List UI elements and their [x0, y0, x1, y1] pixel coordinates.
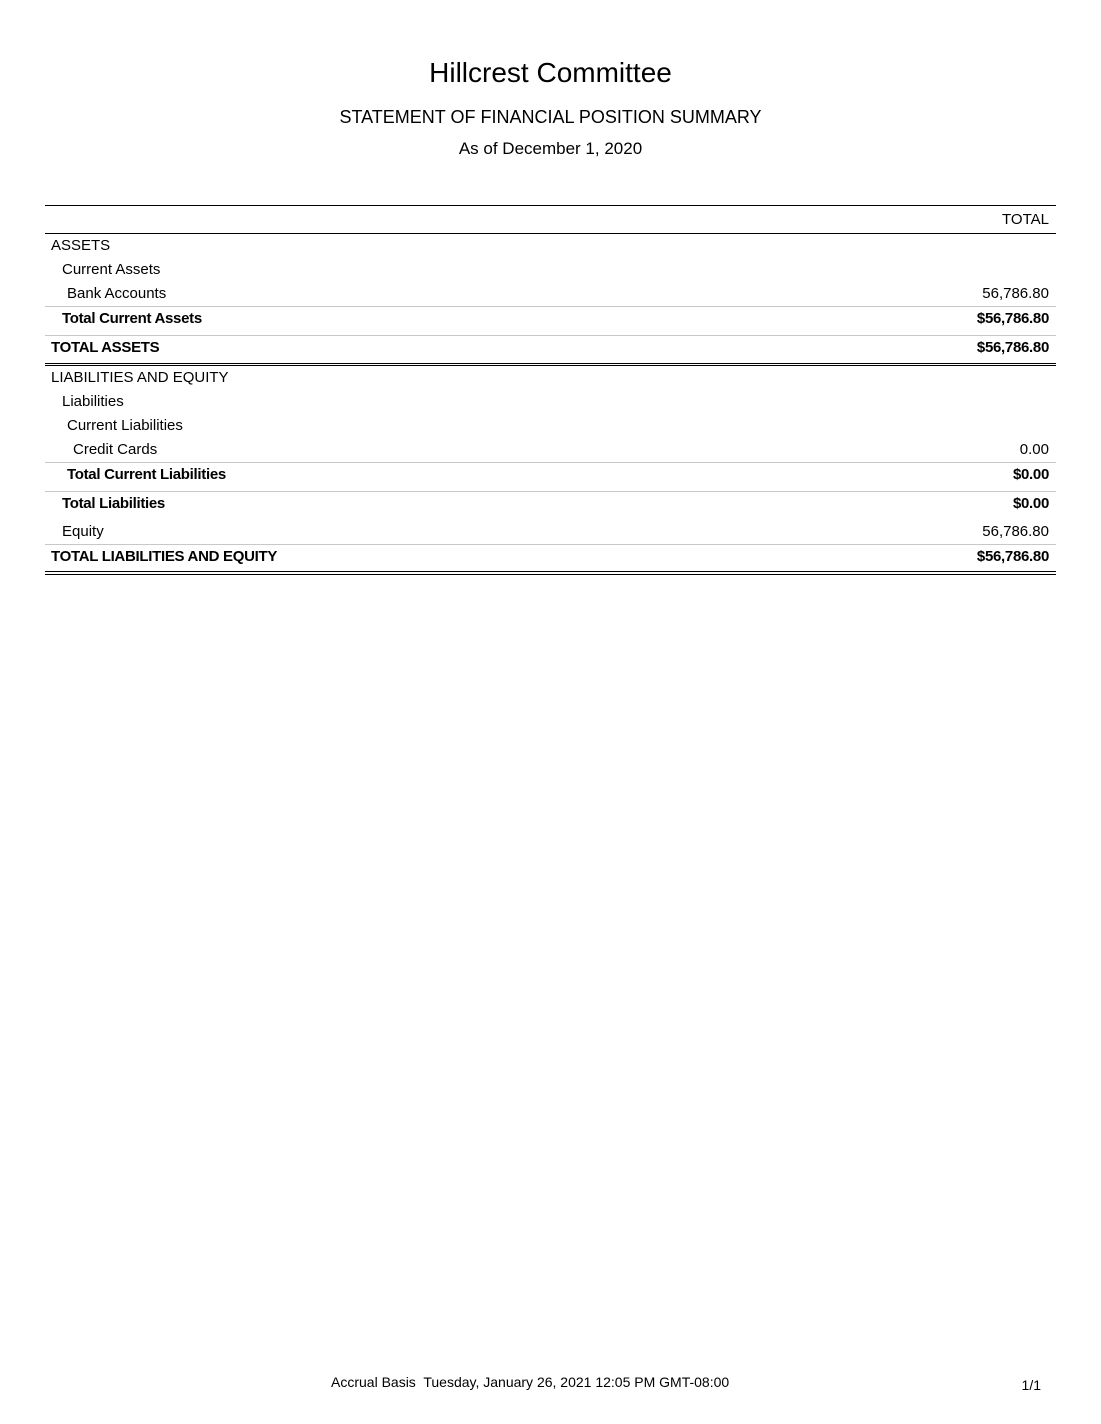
- row-amount: 0.00: [1019, 441, 1049, 458]
- table-row-liabilities: [45, 390, 1056, 414]
- row-amount: 56,786.80: [982, 523, 1049, 540]
- row-amount: $0.00: [1012, 466, 1049, 483]
- row-label: Current Liabilities: [67, 417, 183, 434]
- row-label: ASSETS: [51, 237, 111, 254]
- row-amount: $56,786.80: [976, 548, 1049, 565]
- table-row-current-assets: [45, 258, 1056, 282]
- row-amount: $56,786.80: [976, 339, 1049, 356]
- row-label: Liabilities: [62, 393, 124, 410]
- row-label: Bank Accounts: [67, 285, 167, 302]
- row-label: TOTAL LIABILITIES AND EQUITY: [51, 548, 278, 565]
- report-basis-timestamp: Accrual Basis Tuesday, January 26, 2021 12:05 PM GMT-08:00: [331, 1374, 730, 1390]
- table-row-total-current-assets: [45, 306, 1056, 335]
- table-row-bank-accounts: [45, 282, 1056, 306]
- table-row-total-current-liabilities: [45, 462, 1056, 491]
- page-number: 1/1: [1021, 1377, 1041, 1393]
- table-row-liabilities-and-equity: [45, 366, 1056, 390]
- row-label: LIABILITIES AND EQUITY: [51, 369, 229, 386]
- report-title: STATEMENT OF FINANCIAL POSITION SUMMARY: [339, 107, 762, 127]
- row-amount: $56,786.80: [976, 310, 1049, 327]
- row-label: Total Current Assets: [62, 310, 202, 327]
- table-row-current-liabilities: [45, 414, 1056, 438]
- table-row-total-liabilities: [45, 491, 1056, 520]
- row-label: Total Current Liabilities: [67, 466, 226, 483]
- table-row-total-liabilities-and-equity: [45, 544, 1056, 575]
- table-row-equity: [45, 520, 1056, 544]
- report-date: As of December 1, 2020: [458, 139, 643, 158]
- row-label: Total Liabilities: [62, 495, 165, 512]
- total-column-header: TOTAL: [1002, 211, 1049, 228]
- row-amount: $0.00: [1012, 495, 1049, 512]
- row-amount: 56,786.80: [982, 285, 1049, 302]
- financial-position-table: [45, 205, 1056, 575]
- row-label: Equity: [62, 523, 104, 540]
- table-row-credit-cards: [45, 438, 1056, 462]
- column-header-row: [45, 205, 1056, 234]
- row-label: Current Assets: [62, 261, 161, 278]
- row-label: TOTAL ASSETS: [51, 339, 160, 356]
- table-row-total-assets: [45, 335, 1056, 366]
- table-row-assets: [45, 234, 1056, 258]
- company-name: Hillcrest Committee: [429, 57, 672, 88]
- row-label: Credit Cards: [73, 441, 158, 458]
